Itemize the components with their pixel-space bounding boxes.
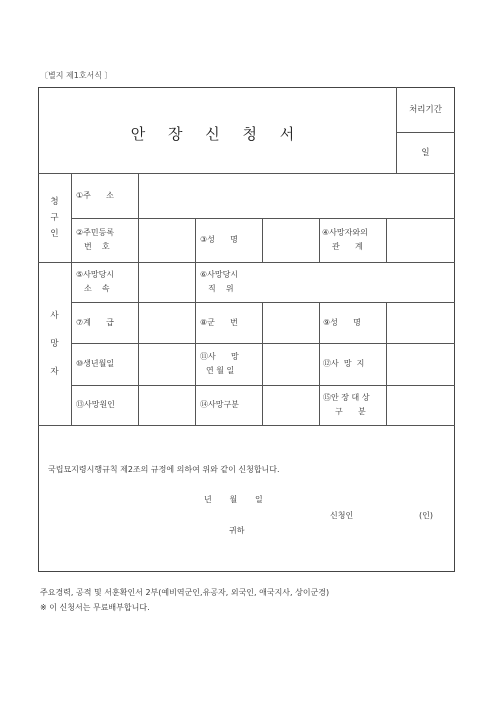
claimant-relation-label: ④사망자와의 관 계: [322, 228, 368, 251]
divider: [319, 302, 320, 425]
deceased-unit-label: ⑤사망당시 소 속: [76, 270, 115, 293]
claimant-name-field[interactable]: [263, 219, 318, 261]
deceased-rank-field[interactable]: [139, 303, 194, 342]
deceased-section-label: 사 망 자: [50, 310, 59, 377]
deceased-rank-label: ⑦계 급: [76, 317, 114, 327]
seal-label: (인): [419, 511, 433, 520]
form-reference: 〔별지 제1호서식 〕: [40, 71, 113, 80]
footer-note: ※ 이 신청서는 무료배부합니다.: [40, 603, 150, 612]
deceased-death-date-field[interactable]: [263, 344, 318, 384]
declaration-text: 국립묘지령시행규칙 제2조의 규정에 의하여 위와 같이 신청합니다.: [48, 465, 280, 474]
deceased-burial-type-field[interactable]: [387, 386, 454, 424]
processing-period-label: 처리기간: [409, 104, 442, 115]
processing-period-value: 일: [421, 147, 430, 158]
deceased-unit-field[interactable]: [139, 263, 194, 301]
claimant-reg-no-label: ②주민등록 번 호: [76, 228, 115, 251]
divider: [71, 173, 72, 425]
deceased-cause-field[interactable]: [139, 386, 194, 424]
deceased-cause-label: ⑬사망원인: [76, 400, 115, 409]
divider: [319, 218, 320, 262]
deceased-position-label: ⑥사망당시 직 위: [200, 270, 239, 293]
claimant-section-label: 청 구 인: [50, 196, 59, 239]
deceased-death-type-label: ⑭사망구분: [200, 400, 239, 409]
form-title: 안 장 신 청 서: [130, 125, 304, 143]
applicant-label: 신청인: [330, 511, 354, 520]
deceased-birth-label: ⑩생년월일: [76, 359, 115, 368]
deceased-burial-type-label: ⑮안 장 대 상 구 분: [323, 393, 370, 416]
footer-attachments: 주요경력, 공적 및 서훈확인서 2부(예비역군인,유공자, 외국인, 애국지사, 상이군경): [40, 588, 330, 597]
claimant-relation-field[interactable]: [387, 219, 454, 261]
deceased-name-label: ⑨성 명: [323, 317, 361, 327]
deceased-birth-field[interactable]: [139, 344, 194, 384]
deceased-death-date-label: ⑪사 망 연 월 일: [200, 352, 239, 375]
deceased-death-type-field[interactable]: [263, 386, 318, 424]
claimant-reg-no-field[interactable]: [139, 219, 194, 261]
date-line: 년 월 일: [204, 495, 263, 504]
claimant-address-field[interactable]: [139, 174, 454, 217]
deceased-position-field[interactable]: [263, 263, 454, 301]
deceased-service-no-label: ⑧군 번: [200, 317, 238, 327]
divider: [195, 218, 196, 425]
claimant-name-label: ③성 명: [200, 235, 238, 244]
deceased-death-place-field[interactable]: [387, 344, 454, 384]
deceased-death-place-label: ⑫사 망 지: [323, 359, 365, 368]
claimant-address-label: ①주 소: [76, 190, 114, 200]
deceased-service-no-field[interactable]: [263, 303, 318, 342]
divider: [38, 425, 455, 426]
addressee-label: 귀하: [229, 526, 245, 535]
deceased-name-field[interactable]: [387, 303, 454, 342]
